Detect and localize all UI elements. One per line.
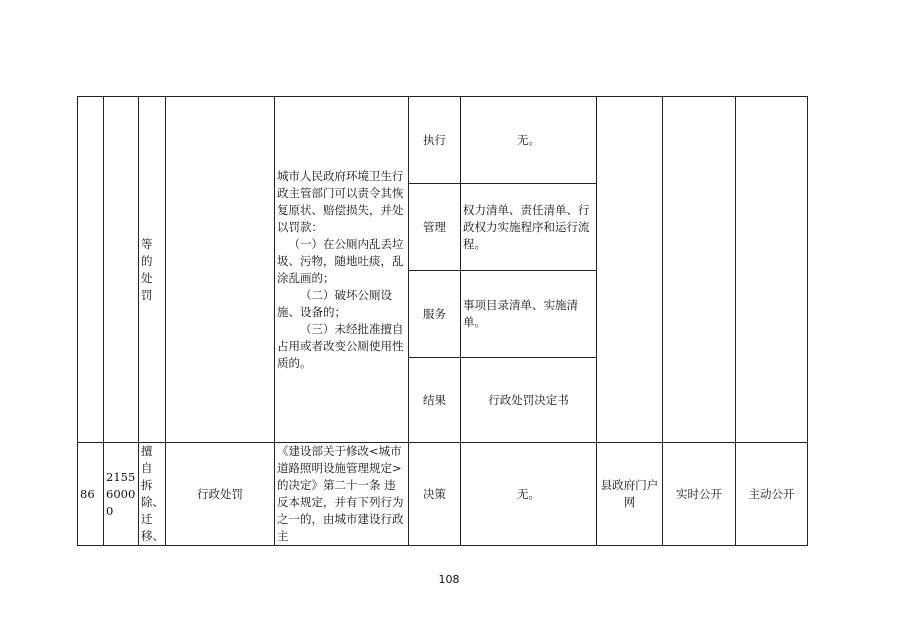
cell-type: 行政处罚 [166,443,275,546]
cell-timing-blank [663,97,736,443]
stage-name: 执行 [409,97,461,184]
cell-basis: 《建设部关于修改<城市道路照明设施管理规定>的决定》第二十一条 违反本规定，并有下列行为之一的，由城市建设行政主 [275,443,409,546]
cell-code: 215560000 [104,443,139,546]
cell-mode: 主动公开 [736,443,808,546]
cell-stage: 决策 [409,443,461,546]
cell-content: 无。 [461,443,597,546]
cell-type-blank [166,97,275,443]
stage-content: 事项目录清单、实施清单。 [461,271,597,358]
cell-channel-blank [597,97,663,443]
stage-content: 无。 [461,97,597,184]
stage-content: 行政处罚决定书 [461,358,597,443]
disclosure-table [77,96,808,546]
basis-line-2: （一）在公厕内乱丢垃圾、污物，随地吐痰，乱涂乱画的； [277,236,404,285]
cell-item: 擅自拆除、迁移、 [139,443,166,546]
basis-line-1: 城市人民政府环境卫生行政主管部门可以责令其恢复原状、赔偿损失，并处以罚款： [277,168,404,234]
stage-name: 服务 [409,271,461,358]
cell-mode-blank [736,97,808,443]
stage-name: 管理 [409,184,461,271]
cell-code-blank [104,97,139,443]
cell-channel: 县政府门户网 [597,443,663,546]
table-row-continued [78,97,808,184]
basis-line-3: （二）破坏公厕设施、设备的； [277,287,392,319]
stage-name: 结果 [409,358,461,443]
basis-line-4: （三）未经批准擅自占用或者改变公厕使用性质的。 [277,321,404,370]
cell-item-cont: 等的处罚 [139,97,166,443]
cell-timing: 实时公开 [663,443,736,546]
cell-index-blank [78,97,104,443]
stage-content: 权力清单、责任清单、行政权力实施程序和运行流程。 [461,184,597,271]
cell-index: 86 [78,443,104,546]
page-number: 108 [438,573,460,586]
cell-basis-cont [275,97,409,443]
table-row-86 [78,443,808,546]
